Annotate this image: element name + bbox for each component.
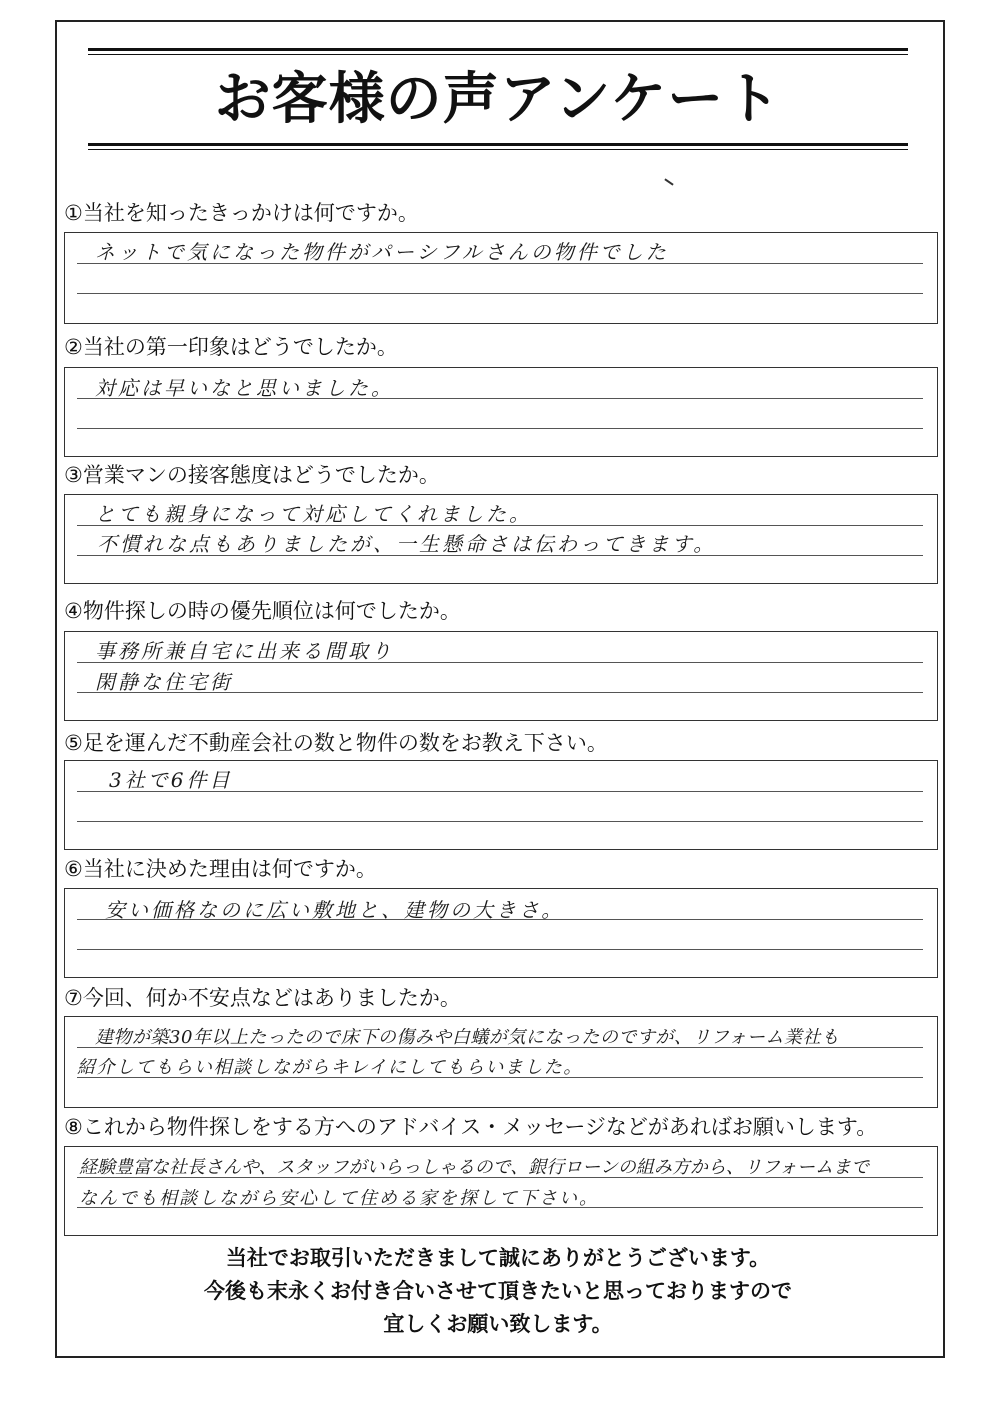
question-8-label: ⑧これから物件探しをする方へのアドバイス・メッセージなどがあればお願いします。	[64, 1115, 878, 1139]
answer-rule	[77, 428, 923, 429]
question-5-answer-line-1: 3社で6件目	[109, 768, 233, 792]
answer-rule	[77, 949, 923, 950]
question-5-label: ⑤足を運んだ不動産会社の数と物件の数をお教え下さい。	[64, 731, 608, 755]
title-bottom-rule	[88, 143, 908, 146]
question-8-answer-line-1: 経験豊富な社長さんや、スタッフがいらっしゃるので、銀行ローンの組み方から、リフォームまで	[79, 1157, 870, 1178]
question-6-answer-box	[64, 888, 938, 978]
question-7-answer-line-1: 建物が築30年以上たったので床下の傷みや白蟻が気になったのですが、リフォーム業社も	[95, 1027, 840, 1048]
question-8-answer-line-2: なんでも相談しながら安心して住める家を探して下さい。	[79, 1188, 599, 1209]
question-1-answer-line-1: ネットで気になった物件がパーシフルさんの物件でした	[95, 240, 669, 264]
question-3-answer-box	[64, 494, 938, 584]
question-7-label: ⑦今回、何か不安点などはありましたか。	[64, 986, 461, 1010]
question-6-answer-line-1: 安い価格なのに広い敷地と、建物の大きさ。	[105, 898, 565, 922]
page-title: お客様の声アンケート	[214, 67, 782, 132]
question-6-label: ⑥当社に決めた理由は何ですか。	[64, 857, 377, 881]
question-3-answer-line-1: とても親身になって対応してくれました。	[95, 502, 532, 526]
title-top-rule-thin	[88, 54, 908, 55]
question-3-label: ③営業マンの接客態度はどうでしたか。	[64, 463, 440, 487]
closing-line-1: 当社でお取引いただきまして誠にありがとうございます。	[225, 1246, 771, 1270]
closing-line-2: 今後も末永くお付き合いさせて頂きたいと思っておりますので	[204, 1279, 792, 1303]
question-7-answer-line-2: 紹介してもらい相談しながらキレイにしてもらいました。	[77, 1057, 583, 1078]
question-3-answer-line-2: 不慣れな点もありましたが、一生懸命さは伝わってきます。	[97, 532, 717, 556]
question-1-answer-box	[64, 232, 938, 324]
question-2-answer-box	[64, 367, 938, 457]
question-8-answer-box	[64, 1146, 938, 1236]
title-bottom-rule-thin	[88, 149, 908, 150]
closing-line-3: 宜しくお願い致します。	[383, 1312, 613, 1336]
question-2-answer-line-1: 対応は早いなと思いました。	[95, 376, 394, 400]
question-5-answer-box	[64, 760, 938, 850]
answer-rule	[77, 821, 923, 822]
question-1-label: ①当社を知ったきっかけは何ですか。	[64, 201, 419, 225]
question-7-answer-box	[64, 1016, 938, 1108]
title-top-rule	[88, 48, 908, 51]
question-4-answer-line-2: 閑静な住宅街	[95, 670, 233, 694]
question-4-answer-box	[64, 631, 938, 721]
question-4-label: ④物件探しの時の優先順位は何でしたか。	[64, 599, 461, 623]
answer-rule	[77, 293, 923, 294]
question-2-label: ②当社の第一印象はどうでしたか。	[64, 335, 398, 359]
question-4-answer-line-1: 事務所兼自宅に出来る間取り	[95, 639, 394, 663]
